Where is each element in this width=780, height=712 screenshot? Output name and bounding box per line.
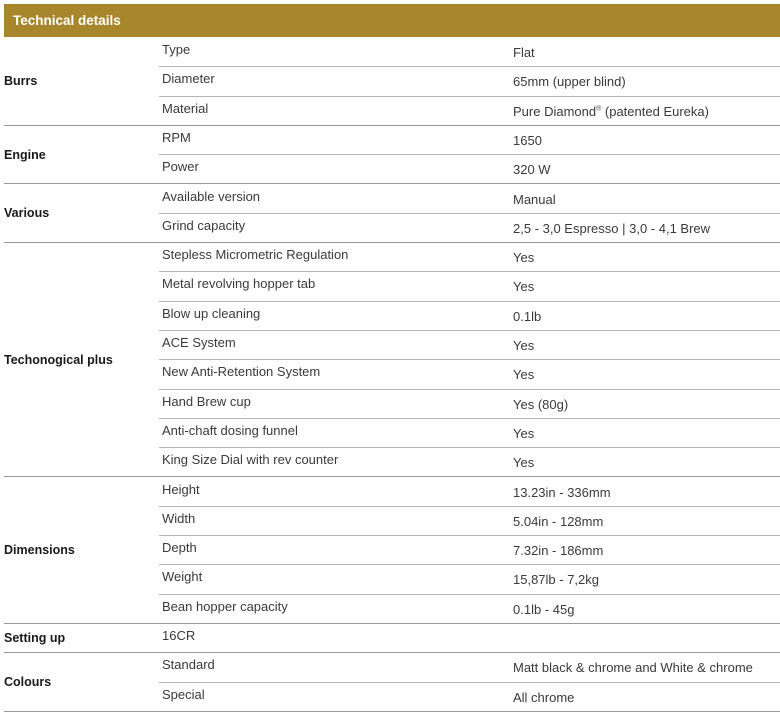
- spec-value: Yes: [513, 367, 535, 383]
- group-title: Various: [4, 206, 50, 221]
- spec-label: Blow up cleaning: [162, 305, 261, 321]
- spec-label: 16CR: [162, 628, 196, 643]
- spec-label: Anti-chaft dosing funnel: [162, 422, 298, 438]
- spec-label: Depth: [162, 540, 197, 556]
- spec-row: [159, 565, 780, 594]
- spec-value: Manual: [513, 191, 556, 207]
- spec-label: Standard: [162, 657, 215, 673]
- spec-label: Weight: [162, 569, 203, 585]
- section-title: Technical details: [13, 13, 121, 28]
- spec-value: 0.1lb: [513, 308, 542, 324]
- spec-label: Available version: [162, 188, 261, 204]
- spec-row: [159, 419, 780, 448]
- spec-value: Yes: [513, 425, 535, 441]
- spec-row: [159, 683, 780, 712]
- spec-label: Bean hopper capacity: [162, 598, 288, 614]
- spec-label: Hand Brew cup: [162, 393, 251, 409]
- spec-row: [159, 243, 780, 272]
- spec-row: [159, 67, 780, 96]
- spec-label: Special: [162, 686, 205, 702]
- spec-label: Type: [162, 42, 191, 57]
- spec-group: [4, 126, 780, 185]
- spec-group: [4, 478, 780, 625]
- spec-row: [159, 38, 780, 67]
- spec-row: [159, 360, 780, 389]
- spec-row: [159, 595, 780, 624]
- spec-label: Power: [162, 159, 199, 175]
- spec-group: [4, 243, 780, 477]
- spec-value: Pure Diamond® (patented Eureka): [513, 103, 709, 119]
- spec-value: 7.32in - 186mm: [513, 543, 604, 559]
- spec-group: [4, 624, 780, 653]
- spec-label: King Size Dial with rev counter: [162, 452, 339, 468]
- spec-value: 5.04in - 128mm: [513, 513, 604, 529]
- spec-value: Flat: [513, 45, 535, 60]
- spec-label: Stepless Micrometric Regulation: [162, 247, 349, 263]
- spec-row: [159, 126, 780, 155]
- spec-value: 13.23in - 336mm: [513, 484, 611, 500]
- spec-label: Diameter: [162, 71, 215, 87]
- spec-row: [159, 624, 780, 653]
- spec-value: Yes: [513, 250, 535, 266]
- spec-row: [159, 214, 780, 243]
- spec-value: 65mm (upper blind): [513, 74, 626, 90]
- spec-label: Material: [162, 100, 209, 116]
- group-title: Burrs: [4, 74, 38, 89]
- spec-value: 2,5 - 3,0 Espresso | 3,0 - 4,1 Brew: [513, 220, 711, 236]
- spec-row: [159, 272, 780, 301]
- spec-value: Yes: [513, 455, 535, 471]
- spec-row: [159, 507, 780, 536]
- spec-group: [4, 185, 780, 244]
- group-title: Dimensions: [4, 543, 75, 558]
- section-header: [4, 4, 780, 37]
- spec-value: 0.1lb - 45g: [513, 601, 575, 617]
- spec-label: Metal revolving hopper tab: [162, 276, 316, 292]
- spec-group: [4, 653, 780, 712]
- spec-value: 320 W: [513, 162, 551, 178]
- spec-row: [159, 478, 780, 507]
- group-title: Techonogical plus: [4, 352, 113, 367]
- spec-value: Yes: [513, 279, 535, 295]
- spec-row: [159, 536, 780, 565]
- spec-label: ACE System: [162, 334, 236, 350]
- spec-label: RPM: [162, 129, 191, 145]
- group-title: Colours: [4, 675, 52, 690]
- spec-value: 1650: [513, 132, 542, 148]
- spec-value: Yes: [513, 337, 535, 353]
- spec-row: [159, 185, 780, 214]
- spec-row: [159, 97, 780, 126]
- spec-label: Width: [162, 510, 196, 526]
- spec-value: Matt black & chrome and White & chrome: [513, 660, 753, 676]
- spec-row: [159, 653, 780, 682]
- spec-row: [159, 155, 780, 184]
- spec-label: New Anti-Retention System: [162, 364, 321, 380]
- spec-value: 15,87lb - 7,2kg: [513, 572, 600, 588]
- group-title: Setting up: [4, 631, 66, 646]
- spec-row: [159, 390, 780, 419]
- spec-value: Yes (80g): [513, 396, 569, 412]
- spec-label: Grind capacity: [162, 217, 246, 233]
- spec-row: [159, 331, 780, 360]
- spec-group: [4, 38, 780, 126]
- spec-row: [159, 302, 780, 331]
- spec-value: All chrome: [513, 689, 575, 705]
- spec-row: [159, 448, 780, 477]
- spec-label: Height: [162, 481, 200, 497]
- group-title: Engine: [4, 147, 46, 162]
